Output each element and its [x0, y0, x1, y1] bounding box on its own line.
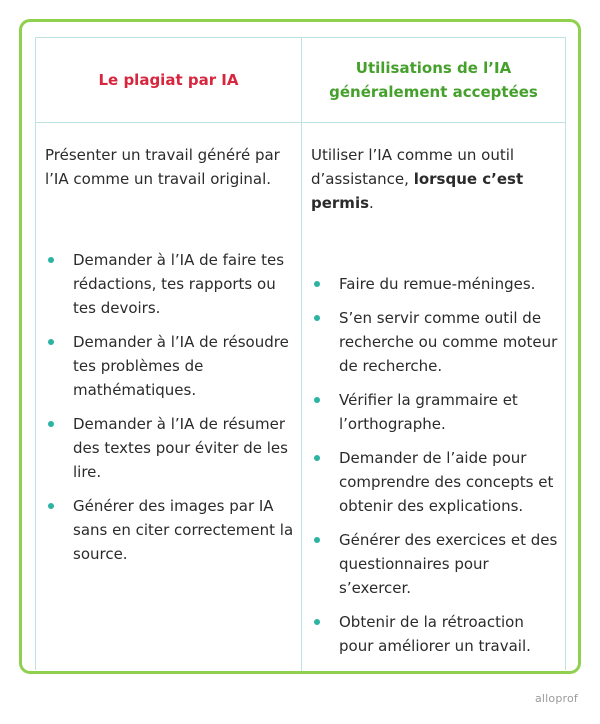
list-item-text: Demander à l’IA de résumer des textes pour éviter de les lire. — [73, 415, 288, 481]
list-item — [311, 446, 559, 518]
bullet-icon — [48, 257, 54, 263]
right-header-line2: généralement acceptées — [329, 83, 538, 101]
right-column-header — [302, 38, 565, 122]
brand-logo: alloprof — [534, 692, 578, 705]
right-intro-text: Utiliser l’IA comme un outil d’assistance, — [311, 146, 515, 188]
bullet-icon — [314, 537, 320, 543]
bullet-icon — [314, 455, 320, 461]
bullet-icon — [48, 339, 54, 345]
list-item-text: Générer des images par IA sans en citer correctement la source. — [73, 497, 294, 563]
bullet-icon — [48, 421, 54, 427]
list-item-text: S’en servir comme outil de recherche ou comme moteur de recherche. — [339, 309, 558, 375]
plagiarism-list — [45, 248, 295, 576]
list-item — [311, 306, 559, 378]
list-item — [311, 272, 559, 296]
list-item-text: Obtenir de la rétroaction pour améliorer un travail. — [339, 613, 531, 655]
list-item-text: Demander à l’IA de faire tes rédactions, tes rapports ou tes devoirs. — [73, 251, 285, 317]
bullet-icon — [314, 397, 320, 403]
list-item-text: Vérifier la grammaire et l’orthographe. — [339, 391, 518, 433]
list-item-text: Générer des exercices et des questionnaires pour s’exercer. — [339, 531, 558, 597]
list-item — [45, 412, 295, 484]
left-header-text: Le plagiat par IA — [98, 71, 239, 89]
bullet-icon — [314, 619, 320, 625]
column-divider — [301, 38, 302, 671]
bullet-icon — [314, 315, 320, 321]
list-item — [311, 528, 559, 600]
list-item-text: Demander à l’IA de résoudre tes problèmes de mathématiques. — [73, 333, 289, 399]
left-intro: Présenter un travail généré par l’IA comme un travail original. — [45, 146, 280, 188]
list-item-text: Demander de l’aide pour comprendre des concepts et obtenir des explications. — [339, 449, 554, 515]
bullet-icon — [48, 503, 54, 509]
list-item-text: Faire du remue-méninges. — [339, 275, 536, 293]
list-item — [45, 248, 295, 320]
right-intro-end: . — [369, 194, 374, 212]
list-item — [311, 610, 559, 658]
left-column-header — [36, 38, 301, 122]
comparison-table — [35, 37, 566, 670]
list-item — [45, 494, 295, 566]
header-divider — [36, 122, 565, 123]
bullet-icon — [314, 281, 320, 287]
list-item — [311, 388, 559, 436]
right-header-line1: Utilisations de l’IA — [355, 59, 512, 77]
list-item — [45, 330, 295, 402]
right-intro-bold: lorsque c’est permis — [311, 170, 524, 212]
accepted-uses-list — [311, 272, 559, 668]
right-intro — [311, 143, 561, 215]
